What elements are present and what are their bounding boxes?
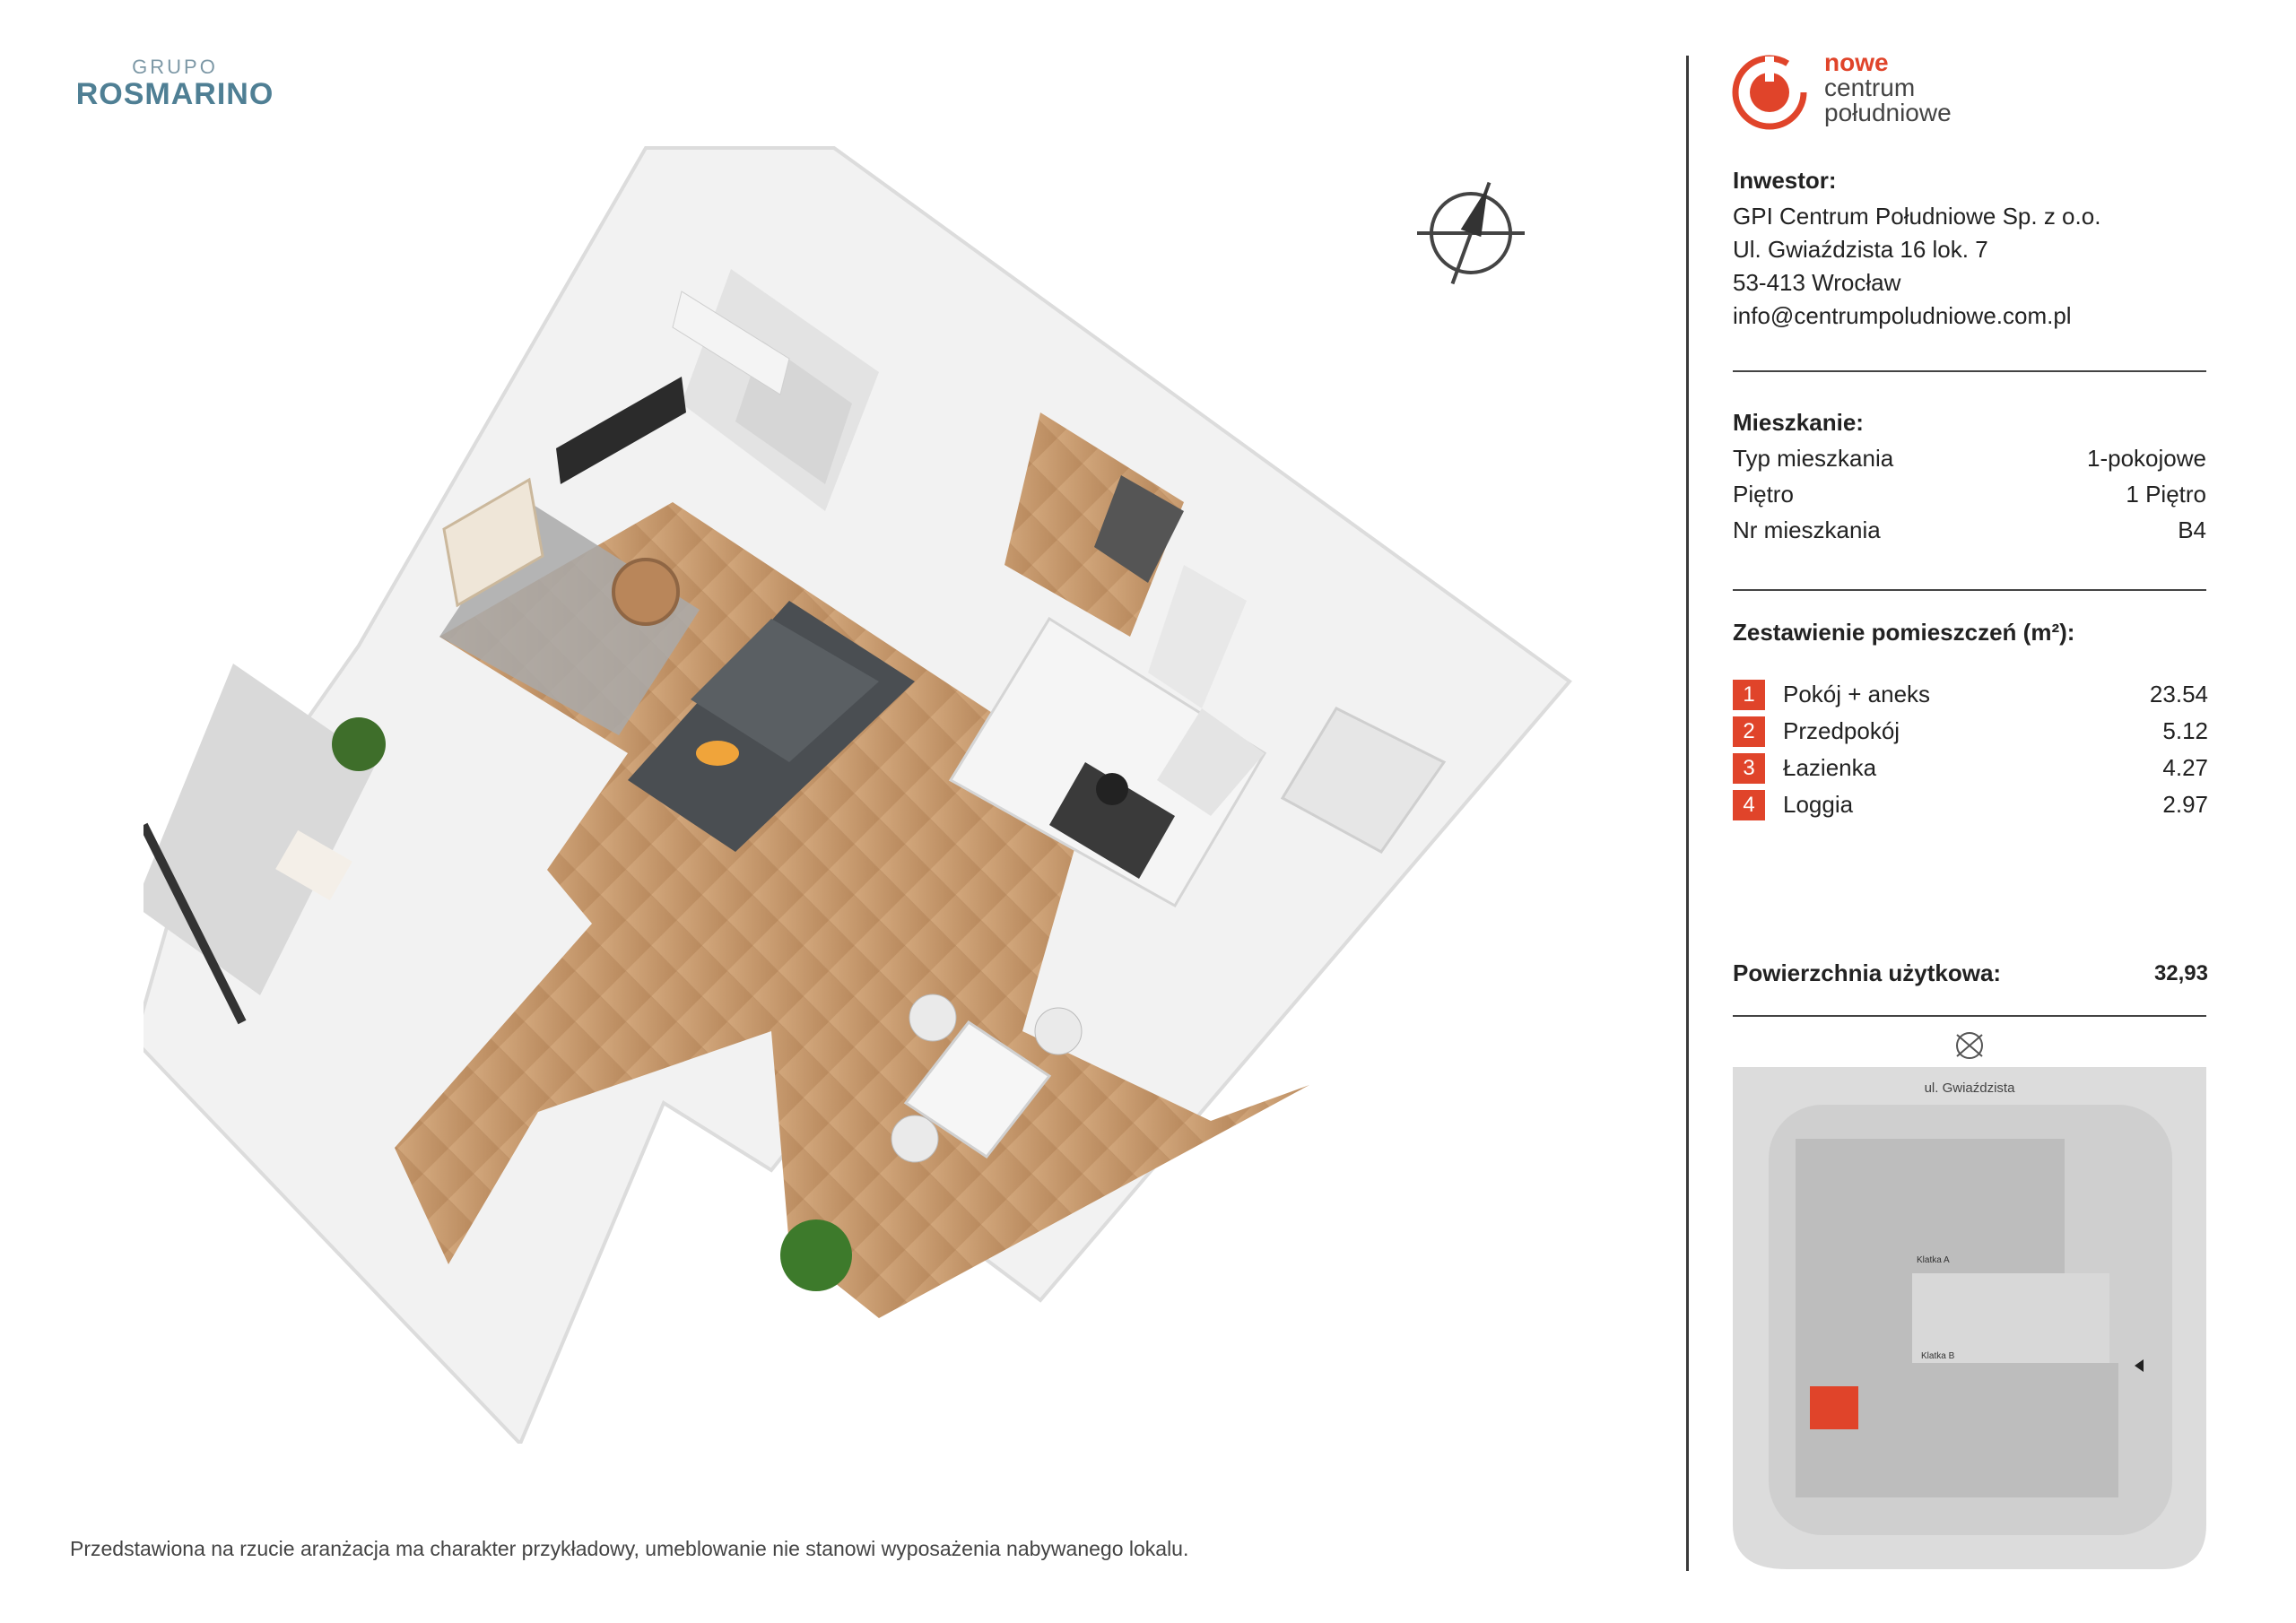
apartment-highlight bbox=[1810, 1386, 1858, 1429]
room-row bbox=[1733, 676, 2208, 713]
room-area: 23.54 bbox=[2149, 681, 2208, 707]
usable-area-row bbox=[1733, 959, 2208, 987]
investor-title: Inwestor: bbox=[1733, 167, 1837, 194]
room-area: 2.97 bbox=[2162, 791, 2208, 818]
divider-rule bbox=[1733, 589, 2206, 591]
room-row bbox=[1733, 750, 2208, 786]
stair-b-label: Klatka B bbox=[1921, 1351, 1955, 1361]
street-label: ul. Gwiaździsta bbox=[1924, 1081, 2015, 1096]
room-number-badge: 1 bbox=[1733, 680, 1765, 710]
apartment-row-value: 1 Piętro bbox=[2126, 481, 2206, 508]
room-name: Loggia bbox=[1783, 791, 1854, 818]
room-number-badge: 3 bbox=[1733, 753, 1765, 784]
site-compass-icon bbox=[1957, 1033, 1982, 1058]
developer-logo bbox=[72, 56, 278, 112]
project-logo bbox=[1729, 48, 1998, 142]
investor-street: Ul. Gwiaździsta 16 lok. 7 bbox=[1733, 236, 1988, 263]
plant bbox=[780, 1219, 852, 1291]
stair-a-label: Klatka A bbox=[1917, 1255, 1950, 1265]
room-name: Łazienka bbox=[1783, 754, 1877, 781]
site-plan bbox=[1733, 1022, 2206, 1569]
investor-city: 53-413 Wrocław bbox=[1733, 269, 1901, 296]
investor-section bbox=[1733, 167, 2235, 333]
usable-area-value: 32,93 bbox=[2153, 960, 2208, 985]
room-row bbox=[1733, 713, 2208, 750]
apartment-row-label: Piętro bbox=[1733, 481, 1794, 508]
apartment-row bbox=[1733, 440, 2206, 476]
brand-main-text: ROSMARINO bbox=[75, 77, 274, 111]
logo-line-2: centrum bbox=[1824, 74, 1916, 101]
apartment-row-value: B4 bbox=[2178, 516, 2206, 543]
room-number-badge: 2 bbox=[1733, 716, 1765, 747]
investor-company: GPI Centrum Południowe Sp. z o.o. bbox=[1733, 203, 2101, 230]
compass-icon bbox=[1408, 170, 1534, 296]
building-a bbox=[1796, 1139, 2065, 1273]
investor-email[interactable]: info@centrumpoludniowe.com.pl bbox=[1733, 302, 2072, 329]
rooms-list bbox=[1733, 676, 2208, 823]
room-name: Przedpokój bbox=[1783, 717, 1900, 744]
apartment-row-label: Typ mieszkania bbox=[1733, 445, 1894, 472]
divider-rule bbox=[1733, 1015, 2206, 1017]
divider-rule bbox=[1733, 370, 2206, 372]
project-logo-icon bbox=[1729, 52, 1810, 133]
brand-top-text: GRUPO bbox=[132, 56, 218, 78]
apartment-row bbox=[1733, 476, 2206, 512]
room-area: 4.27 bbox=[2162, 754, 2208, 781]
vertical-divider bbox=[1686, 56, 1689, 1571]
apartment-row-label: Nr mieszkania bbox=[1733, 516, 1881, 543]
apartment-section bbox=[1733, 409, 2206, 548]
building-west bbox=[1796, 1273, 1912, 1497]
room-row bbox=[1733, 786, 2208, 823]
logo-line-1: nowe bbox=[1824, 48, 1889, 76]
disclaimer-footnote: Przedstawiona na rzucie aranżacja ma charakter przykładowy, umeblowanie nie stanowi wyposażenia nabywanego lokalu. bbox=[70, 1537, 1189, 1560]
room-name: Pokój + aneks bbox=[1783, 681, 1931, 707]
courtyard-yard bbox=[1912, 1273, 2109, 1363]
apartment-row-value: 1-pokojowe bbox=[2087, 445, 2206, 472]
room-area: 5.12 bbox=[2162, 717, 2208, 744]
logo-line-3: południowe bbox=[1824, 99, 1952, 126]
room-number-badge: 4 bbox=[1733, 790, 1765, 820]
apartment-row bbox=[1733, 512, 2206, 548]
apartment-title: Mieszkanie: bbox=[1733, 409, 1864, 436]
rooms-title: Zestawienie pomieszczeń (m²): bbox=[1733, 619, 2075, 646]
building-b bbox=[1912, 1363, 2118, 1497]
usable-area-label: Powierzchnia użytkowa: bbox=[1733, 959, 2002, 986]
apartment-floor-plan bbox=[144, 135, 1578, 1444]
coffee-table bbox=[613, 560, 678, 624]
